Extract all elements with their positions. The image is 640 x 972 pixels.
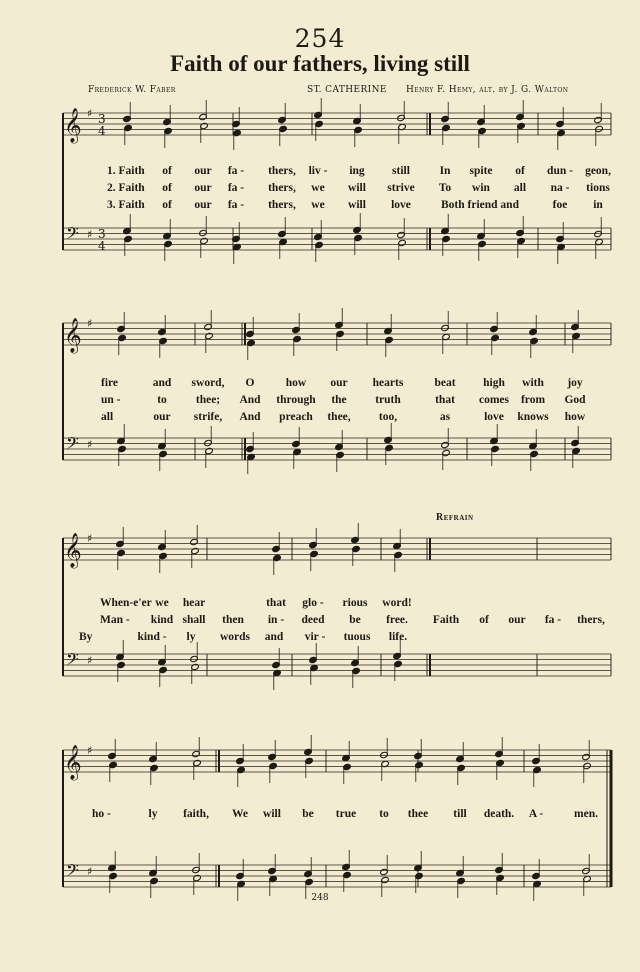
lyric-syllable: ing bbox=[349, 165, 365, 177]
lyric-syllable: dun - bbox=[547, 165, 573, 177]
lyric-syllable: be bbox=[349, 614, 361, 626]
lyric-syllable: beat bbox=[434, 377, 456, 389]
lyric-syllable: joy bbox=[567, 377, 583, 389]
lyric-syllable: how bbox=[285, 377, 307, 389]
lyric-syllable: and bbox=[264, 631, 284, 643]
lyric-syllable: O bbox=[245, 377, 255, 389]
music-glyph: 4 bbox=[98, 239, 106, 253]
lyric-syllable: thee; bbox=[195, 394, 221, 406]
lyric-syllable: thers, bbox=[268, 182, 296, 194]
lyric-syllable: our bbox=[153, 411, 171, 423]
lyric-syllable: comes bbox=[478, 394, 510, 406]
music-glyph: 𝄞 bbox=[64, 533, 82, 568]
lyric-syllable: of bbox=[162, 199, 172, 211]
lyric-syllable: rious bbox=[342, 597, 368, 609]
lyric-syllable: shall bbox=[182, 614, 206, 626]
music-glyph: 4 bbox=[98, 124, 106, 138]
lyric-syllable: as bbox=[439, 411, 451, 423]
lyric-syllable: in bbox=[593, 199, 603, 211]
lyric-syllable: thers, bbox=[268, 165, 296, 177]
lyric-syllable: win bbox=[472, 182, 490, 194]
lyric-syllable: strive bbox=[387, 182, 415, 194]
lyric-syllable: the bbox=[331, 394, 347, 406]
lyric-syllable: God bbox=[564, 394, 586, 406]
music-glyph: 3 bbox=[98, 112, 106, 126]
lyric-syllable: liv - bbox=[308, 165, 328, 177]
lyric-syllable: deed bbox=[301, 614, 325, 626]
lyric-syllable: then bbox=[222, 614, 244, 626]
lyric-syllable: 2. Faith bbox=[107, 182, 145, 194]
lyric-syllable: In bbox=[439, 165, 451, 177]
composer-credit: Henry F. Hemy, alt. by J. G. Walton bbox=[406, 85, 569, 95]
lyric-syllable: too, bbox=[378, 411, 398, 423]
music-glyph: ♯ bbox=[87, 438, 93, 451]
lyric-syllable: we bbox=[311, 182, 325, 194]
lyric-syllable: life. bbox=[388, 631, 408, 643]
lyric-syllable: hearts bbox=[372, 377, 404, 389]
lyric-syllable: to bbox=[157, 394, 167, 406]
lyric-syllable: fa - bbox=[544, 614, 562, 626]
lyric-syllable: Man - bbox=[100, 614, 130, 626]
lyric-syllable: our bbox=[194, 199, 212, 211]
lyric-syllable: our bbox=[194, 165, 212, 177]
music-glyph: 𝄢 bbox=[66, 649, 79, 673]
lyric-syllable: glo - bbox=[302, 597, 324, 609]
lyric-syllable: we bbox=[155, 597, 169, 609]
lyric-syllable: tions bbox=[586, 182, 610, 194]
music-glyph: ♯ bbox=[87, 107, 93, 120]
lyric-syllable: free. bbox=[386, 614, 408, 626]
lyric-syllable: thers, bbox=[577, 614, 605, 626]
lyric-syllable: through bbox=[276, 394, 316, 406]
lyric-syllable: tuous bbox=[343, 631, 371, 643]
lyric-syllable: And bbox=[239, 411, 261, 423]
music-glyph: 𝄞 bbox=[64, 108, 82, 143]
lyric-syllable: of bbox=[479, 614, 489, 626]
lyric-syllable: will bbox=[348, 199, 366, 211]
lyric-syllable: our bbox=[194, 182, 212, 194]
music-glyph: 𝄢 bbox=[66, 860, 79, 884]
lyric-syllable: how bbox=[564, 411, 586, 423]
lyric-syllable: death. bbox=[483, 808, 515, 820]
hymn-number: 254 bbox=[294, 24, 346, 53]
lyric-syllable: hear bbox=[182, 597, 206, 609]
lyric-syllable: word! bbox=[382, 597, 412, 609]
lyric-syllable: high bbox=[483, 377, 505, 389]
lyric-syllable: fa - bbox=[227, 165, 245, 177]
music-glyph: ♯ bbox=[87, 228, 93, 241]
lyric-syllable: men. bbox=[574, 808, 598, 820]
lyric-syllable: faith, bbox=[183, 808, 209, 820]
lyric-syllable: sword, bbox=[191, 377, 225, 389]
lyric-syllable: By bbox=[79, 631, 93, 643]
lyric-syllable: of bbox=[162, 182, 172, 194]
music-glyph: 3 bbox=[98, 227, 106, 241]
music-glyph: ♯ bbox=[87, 532, 93, 545]
lyric-line bbox=[0, 411, 640, 425]
lyric-syllable: fire bbox=[101, 377, 119, 389]
music-glyph: 𝄢 bbox=[66, 223, 79, 247]
lyric-syllable: our bbox=[508, 614, 526, 626]
lyric-syllable: knows bbox=[517, 411, 549, 423]
lyric-syllable: foe bbox=[552, 199, 568, 211]
lyric-syllable: To bbox=[438, 182, 452, 194]
tune-name: ST. CATHERINE bbox=[307, 85, 387, 95]
lyric-syllable: kind bbox=[150, 614, 174, 626]
lyric-syllable: preach bbox=[279, 411, 313, 423]
lyric-syllable: in - bbox=[267, 614, 285, 626]
lyric-line bbox=[0, 597, 640, 611]
lyric-syllable: that bbox=[266, 597, 286, 609]
lyric-line bbox=[0, 182, 640, 196]
lyric-syllable: thers, bbox=[268, 199, 296, 211]
lyric-syllable: ho - bbox=[92, 808, 111, 820]
lyric-syllable: will bbox=[263, 808, 281, 820]
lyric-syllable: and bbox=[152, 377, 172, 389]
lyric-syllable: till bbox=[453, 808, 467, 820]
lyric-syllable: We bbox=[232, 808, 248, 820]
lyric-syllable: And bbox=[239, 394, 261, 406]
lyric-line bbox=[0, 199, 640, 213]
music-glyph: 𝄞 bbox=[64, 745, 82, 780]
lyric-line bbox=[0, 165, 640, 179]
lyric-syllable: be bbox=[302, 808, 314, 820]
lyric-syllable: geon, bbox=[585, 165, 611, 177]
lyric-syllable: still bbox=[392, 165, 410, 177]
lyric-syllable: thee, bbox=[327, 411, 351, 423]
lyric-syllable: love bbox=[391, 199, 411, 211]
lyric-syllable: When-e'er bbox=[100, 597, 152, 609]
lyric-syllable: that bbox=[435, 394, 455, 406]
lyric-syllable: true bbox=[335, 808, 357, 820]
lyric-syllable: of bbox=[515, 165, 525, 177]
lyric-syllable: na - bbox=[550, 182, 570, 194]
music-glyph: ♯ bbox=[87, 865, 93, 878]
lyric-syllable: of bbox=[162, 165, 172, 177]
author-credit: Frederick W. Faber bbox=[88, 85, 176, 95]
lyric-syllable: vir - bbox=[304, 631, 326, 643]
lyric-syllable: 1. Faith bbox=[107, 165, 145, 177]
lyric-syllable: will bbox=[348, 182, 366, 194]
lyric-syllable: Both friend and bbox=[441, 199, 519, 211]
lyric-syllable: all bbox=[101, 411, 114, 423]
lyric-syllable: to bbox=[379, 808, 389, 820]
lyric-syllable: Faith bbox=[432, 614, 460, 626]
lyric-syllable: 3. Faith bbox=[107, 199, 145, 211]
lyric-line bbox=[0, 808, 640, 822]
lyric-syllable: fa - bbox=[227, 182, 245, 194]
lyric-line bbox=[0, 614, 640, 628]
lyric-syllable: truth bbox=[375, 394, 401, 406]
lyric-syllable: un - bbox=[101, 394, 121, 406]
music-glyph: ♯ bbox=[87, 317, 93, 330]
lyric-syllable: kind - bbox=[137, 631, 167, 643]
music-glyph: 𝄢 bbox=[66, 433, 79, 457]
lyric-syllable: fa - bbox=[227, 199, 245, 211]
lyric-line bbox=[0, 631, 640, 645]
lyric-syllable: spite bbox=[469, 165, 493, 177]
refrain-label: Refrain bbox=[436, 512, 474, 523]
lyric-syllable: with bbox=[522, 377, 544, 389]
music-glyph: ♯ bbox=[87, 654, 93, 667]
lyric-syllable: we bbox=[311, 199, 325, 211]
page-number: 248 bbox=[311, 893, 329, 903]
lyric-line bbox=[0, 377, 640, 391]
music-glyph: ♯ bbox=[87, 744, 93, 757]
lyric-syllable: love bbox=[484, 411, 504, 423]
lyric-syllable: words bbox=[219, 631, 251, 643]
lyric-syllable: thee bbox=[407, 808, 429, 820]
lyric-syllable: A - bbox=[528, 808, 544, 820]
music-glyph: 𝄞 bbox=[64, 318, 82, 353]
hymn-title: Faith of our fathers, living still bbox=[170, 51, 470, 76]
lyric-syllable: ly bbox=[148, 808, 158, 820]
lyric-syllable: from bbox=[520, 394, 546, 406]
lyric-line bbox=[0, 394, 640, 408]
lyric-syllable: our bbox=[330, 377, 348, 389]
lyric-syllable: ly bbox=[186, 631, 196, 643]
lyric-syllable: strife, bbox=[193, 411, 223, 423]
lyric-syllable: all bbox=[513, 182, 527, 194]
